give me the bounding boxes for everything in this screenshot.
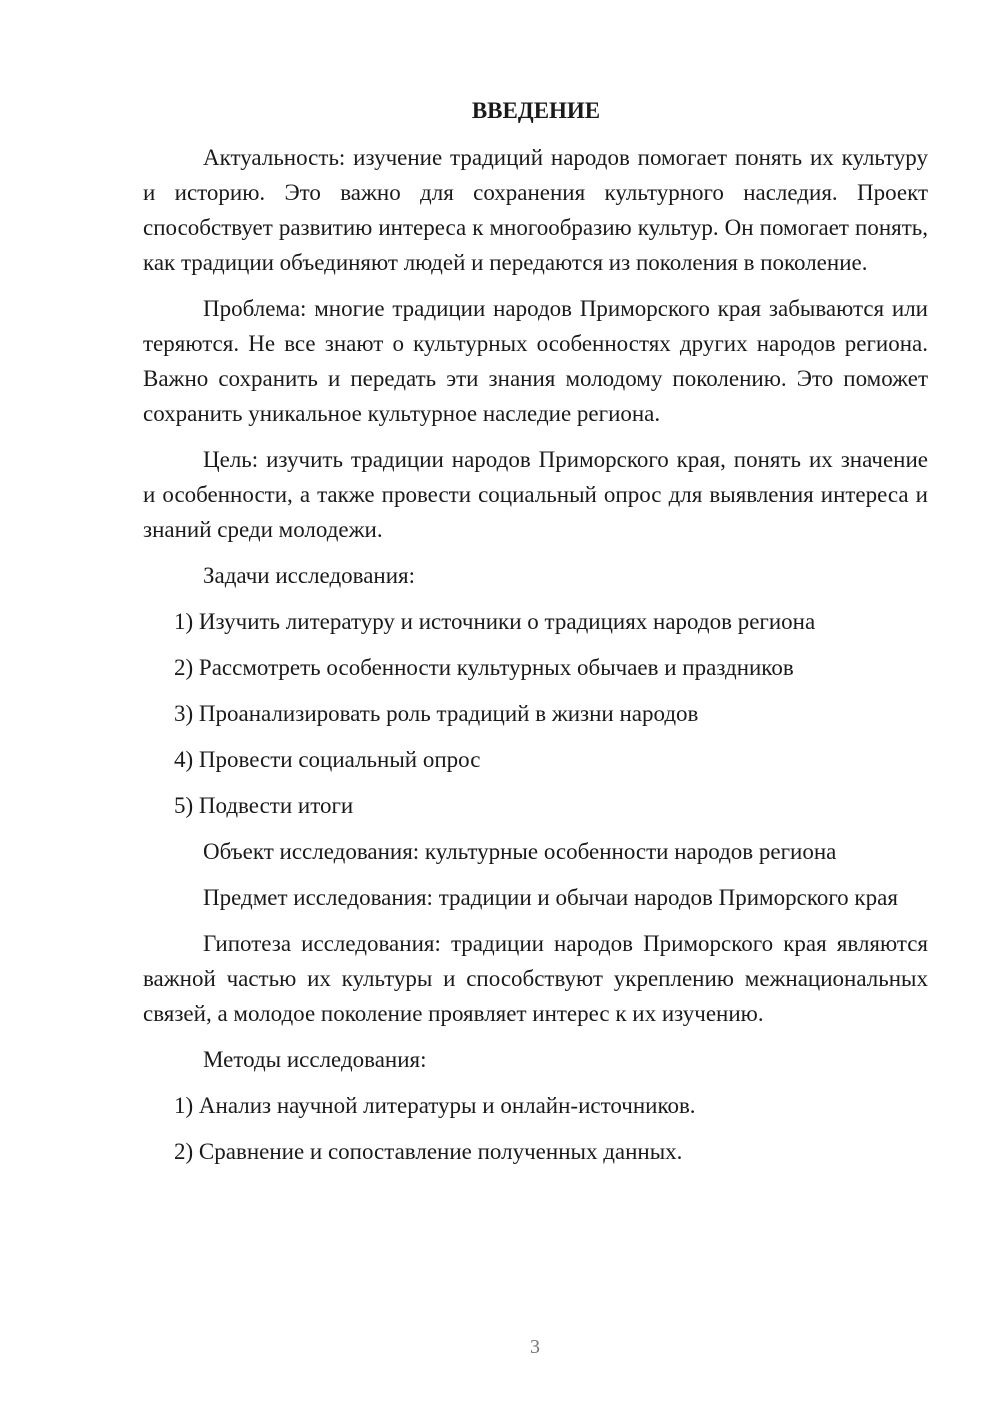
hypothesis-paragraph: Гипотеза исследования: традиции народов Приморского края являются важной частью их культуры и способствуют укреплению межнациональных связей, а молодое поколение проявляет интерес к их изучению. xyxy=(143,931,928,1026)
list-item: 3) Проанализировать роль традиций в жизни народов xyxy=(174,701,699,726)
list-item: 5) Подвести итоги xyxy=(174,793,354,818)
tasks-list xyxy=(143,604,928,823)
methods-heading: Методы исследования: xyxy=(203,1047,427,1072)
page-content xyxy=(143,140,928,1180)
page-number: 3 xyxy=(530,1336,540,1358)
list-item: 4) Провести социальный опрос xyxy=(174,747,481,772)
list-item: 2) Сравнение и сопоставление полученных данных. xyxy=(174,1139,683,1164)
page-title xyxy=(72,97,1000,125)
subject-paragraph: Предмет исследования: традиции и обычаи народов Приморского края xyxy=(203,885,898,910)
list-item: 1) Изучить литературу и источники о традициях народов региона xyxy=(174,609,816,634)
problem-paragraph: Проблема: многие традиции народов Приморского края забываются или теряются. Не все знают о культурных особенностях других народов региона. Важно сохранить и передать эти знания молодому поколению. Это поможет сохранить уникальное культурное наследие региона. xyxy=(143,296,928,426)
goal-paragraph: Цель: изучить традиции народов Приморского края, понять их значение и особенности, а также провести социальный опрос для выявления интереса и знаний среди молодежи. xyxy=(143,447,928,542)
page-title-text: ВВЕДЕНИЕ xyxy=(471,98,601,123)
list-item: 2) Рассмотреть особенности культурных обычаев и праздников xyxy=(174,655,794,680)
relevance-paragraph: Актуальность: изучение традиций народов помогает понять их культуру и историю. Это важно для сохранения культурного наследия. Проект способствует развитию интереса к многообразию культур. Он помогает понять, как традиции объединяют людей и передаются из поколения в поколение. xyxy=(143,145,928,275)
list-item: 1) Анализ научной литературы и онлайн-источников. xyxy=(174,1093,696,1118)
object-paragraph: Объект исследования: культурные особенности народов региона xyxy=(203,839,837,864)
methods-list xyxy=(143,1088,928,1169)
tasks-heading: Задачи исследования: xyxy=(203,563,416,588)
